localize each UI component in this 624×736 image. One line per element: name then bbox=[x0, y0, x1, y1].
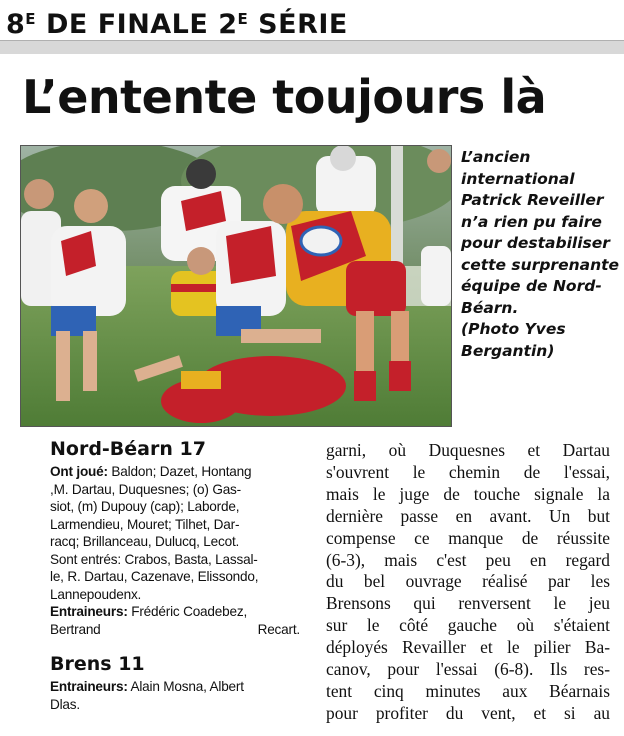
body-line-text: Brensons qui renversent le jeu bbox=[326, 593, 610, 614]
team1-line: Sont entrés: Crabos, Basta, Lassal- bbox=[50, 551, 258, 567]
team1-line: ,M. Dartau, Duquesnes; (o) Gas- bbox=[50, 481, 241, 497]
team1-coach-line bbox=[50, 603, 300, 621]
team1-coach-last: Recart. bbox=[257, 621, 300, 637]
team1-line: Larmendieu, Mouret; Tilhet, Dar- bbox=[50, 516, 240, 532]
caption-line: n’a rien pu faire bbox=[461, 212, 602, 231]
body-line bbox=[326, 484, 610, 506]
team2-coach-names: Alain Mosna, Albert bbox=[127, 679, 244, 694]
caption-line: (Photo Yves bbox=[461, 320, 566, 338]
team1-line: Lannepoudenx. bbox=[50, 586, 142, 602]
article-body bbox=[326, 440, 610, 725]
body-line-text: pour profiter du vent, et si au bbox=[326, 702, 610, 723]
caption-line: Bergantin) bbox=[461, 341, 555, 360]
body-line bbox=[326, 593, 610, 615]
team1-coach-label: Entraineurs: bbox=[50, 604, 128, 619]
header-rule bbox=[0, 40, 624, 54]
body-line bbox=[326, 440, 610, 462]
body-line-text: compense ce manque de réussite bbox=[326, 527, 610, 548]
team1-line: le, R. Dartau, Cazenave, Elissondo, bbox=[50, 569, 259, 584]
body-line bbox=[326, 571, 610, 593]
body-line bbox=[326, 681, 610, 703]
team-sheets bbox=[50, 436, 300, 713]
team2-coach-line-2: Dlas. bbox=[50, 696, 80, 712]
body-line-text: tent cinq minutes aux Béarnais bbox=[326, 680, 610, 701]
team1-line: siot, (m) Dupouy (cap); Laborde, bbox=[50, 499, 240, 514]
caption-line: Béarn. bbox=[461, 298, 519, 317]
rugby-match-photo bbox=[20, 145, 452, 427]
rubric-ordinal-sup: E bbox=[25, 10, 37, 28]
team2-coach-line bbox=[50, 678, 300, 696]
team1-title: Nord-Béarn 17 bbox=[50, 438, 206, 460]
body-line bbox=[326, 528, 610, 550]
body-line-text: (6-3), mais c'est peu en regard bbox=[326, 549, 610, 570]
team2-coach-label: Entraineurs: bbox=[50, 679, 128, 694]
body-line-text: déployés Revailler et le pilier Ba- bbox=[326, 637, 610, 658]
team1-coach-first: Bertrand bbox=[50, 621, 101, 637]
body-line bbox=[326, 550, 610, 572]
rubric-ordinal: 8 bbox=[6, 9, 26, 40]
caption-line: cette surprenante bbox=[461, 255, 620, 274]
caption-line: L’ancien bbox=[461, 148, 531, 166]
body-line bbox=[326, 659, 610, 681]
team2-title: Brens 11 bbox=[50, 653, 145, 675]
body-line-text: du bel ouvrage réalisé par les bbox=[326, 571, 610, 592]
rubric-end: SÉRIE bbox=[248, 9, 348, 40]
section-rubric bbox=[6, 2, 348, 40]
team1-coach-line-2 bbox=[50, 621, 300, 639]
body-line bbox=[326, 703, 610, 725]
rubric-serie-sup: E bbox=[237, 10, 249, 28]
caption-line: Patrick Reveiller bbox=[461, 191, 604, 209]
body-line-text: mais le juge de touche signale la bbox=[326, 483, 610, 504]
body-line-text: garni, où Duquesnes et Dartau bbox=[326, 440, 610, 460]
team1-line-text: Baldon; Dazet, Hontang bbox=[107, 464, 252, 479]
rubric-mid: DE FINALE 2 bbox=[36, 9, 238, 40]
body-line-text: dernière passe en avant. Un but bbox=[326, 505, 610, 526]
team1-coach-names: Frédéric Coadebez, bbox=[127, 604, 248, 619]
body-line bbox=[326, 506, 610, 528]
team1-played-label: Ont joué: bbox=[50, 464, 108, 479]
caption-line: international bbox=[461, 169, 575, 188]
body-line-text: s'ouvrent le chemin de l'essai, bbox=[326, 461, 610, 482]
body-line bbox=[326, 462, 610, 484]
body-line-text: sur le côté gauche où s'étaient bbox=[326, 615, 610, 636]
caption-line: pour destabiliser bbox=[461, 234, 610, 252]
team1-line: racq; Brillanceau, Dulucq, Lecot. bbox=[50, 534, 240, 549]
body-line-text: canov, pour l'essai (6-8). Ils res- bbox=[326, 659, 610, 680]
team1-line bbox=[50, 463, 300, 481]
article-headline: L’entente toujours là bbox=[22, 70, 547, 124]
body-line bbox=[326, 637, 610, 659]
photo-caption bbox=[461, 147, 621, 362]
body-line bbox=[326, 615, 610, 637]
caption-line: équipe de Nord- bbox=[461, 277, 602, 295]
